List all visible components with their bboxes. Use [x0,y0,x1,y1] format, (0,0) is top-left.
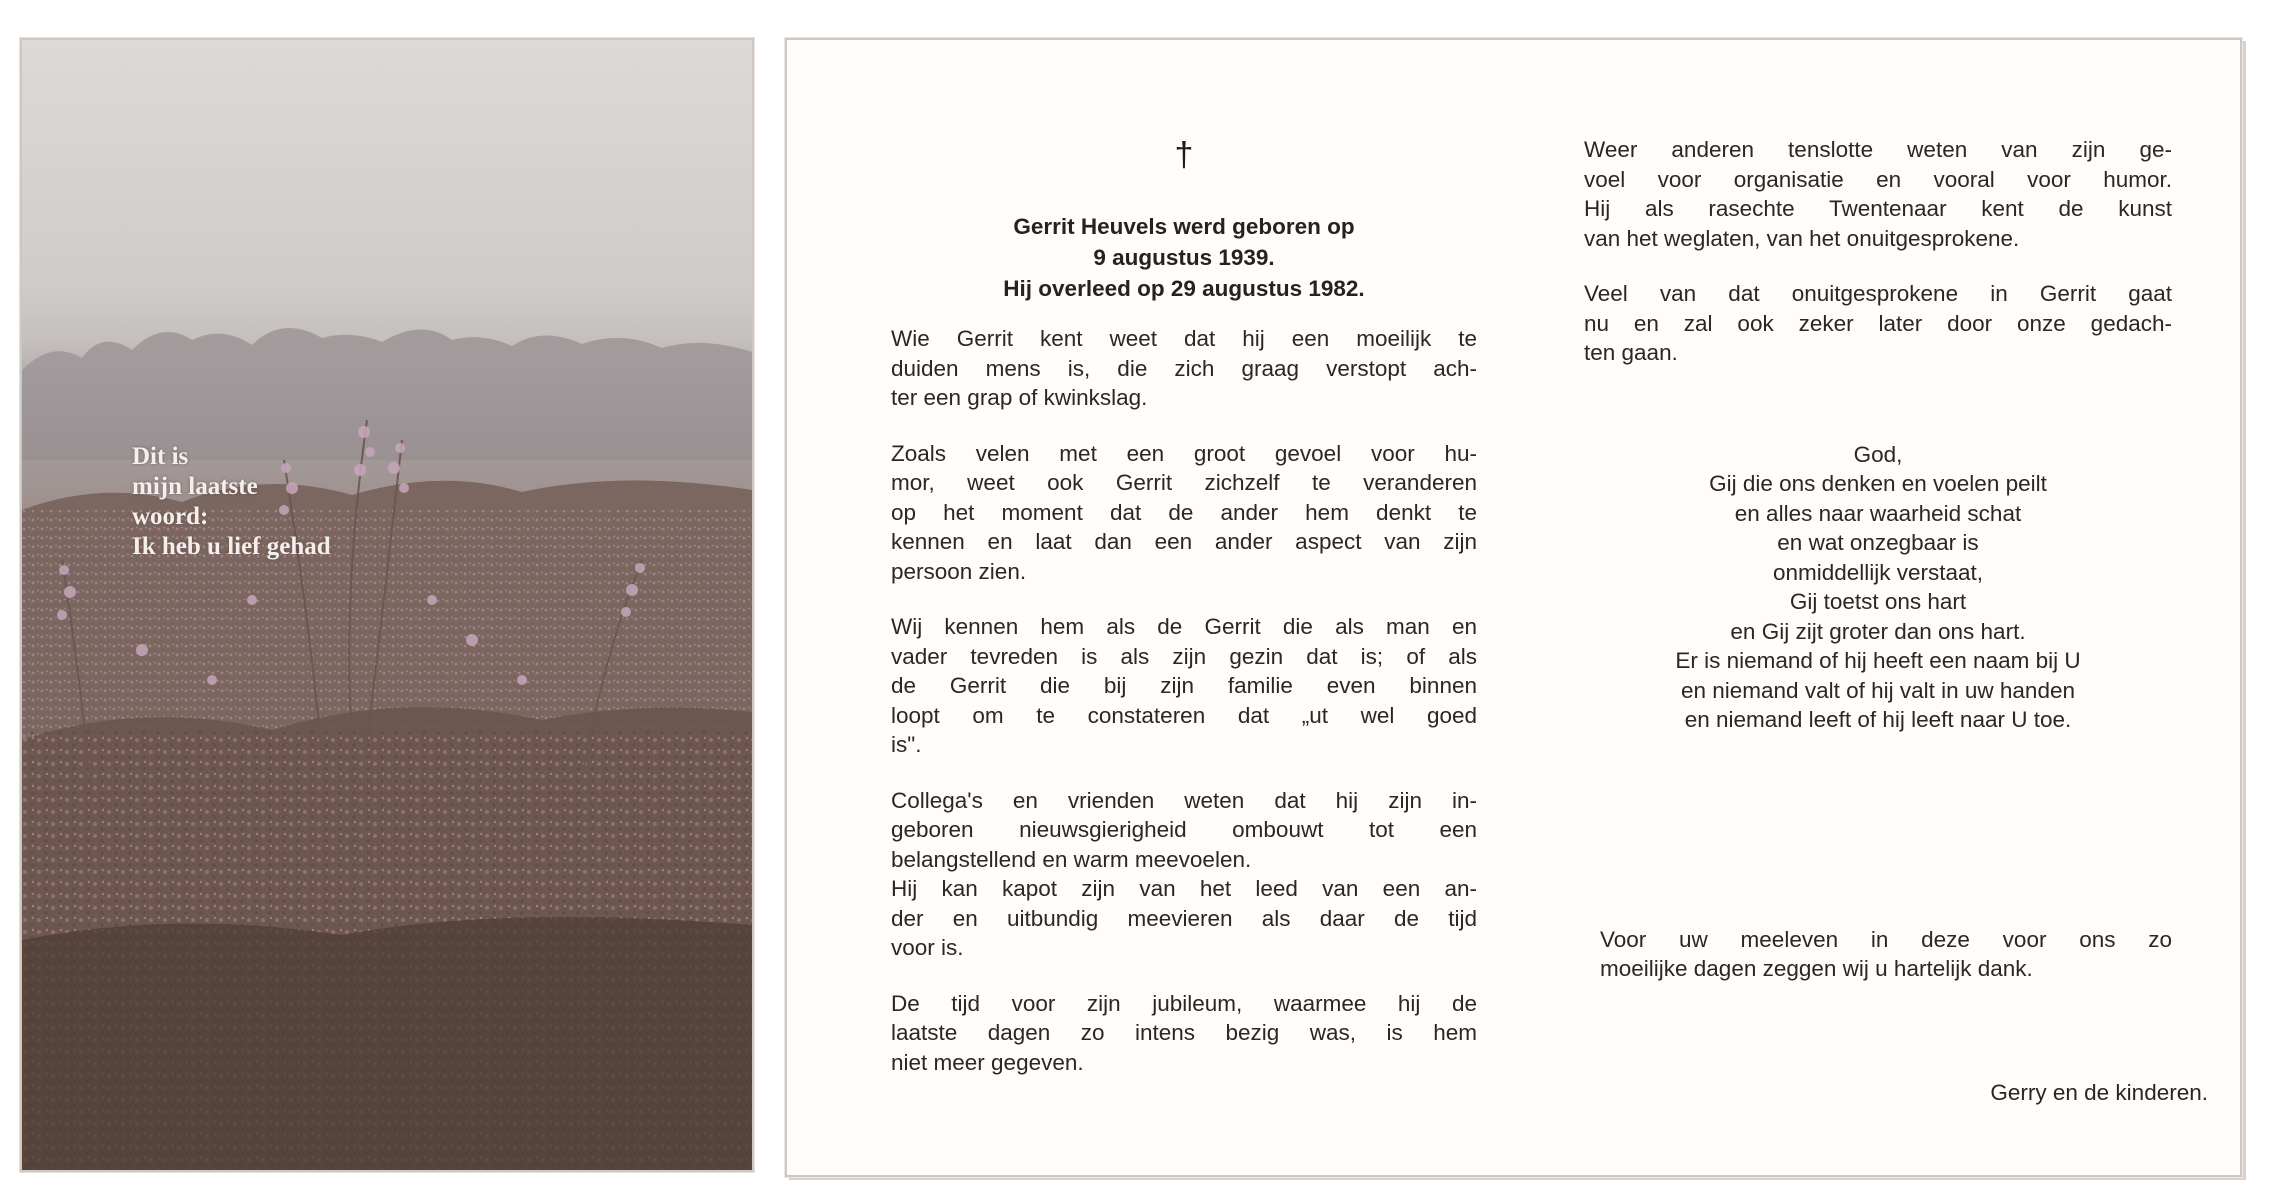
text-line: belangstellend en warm meevoelen. [891,846,1252,872]
text-line: vader tevreden is als zijn gezin dat is; of als [891,643,1477,669]
text-line: voel voor organisatie en vooral voor humor. [1584,166,2172,192]
text-line: duiden mens is, die zich graag verstopt ach- [891,355,1477,381]
text-line: Voor uw meeleven in deze voor ons zo [1600,926,2172,952]
heading-line: Gerrit Heuvels werd geboren op [1013,214,1355,239]
paragraph [1584,279,2172,368]
text-line: ter een grap of kwinkslag. [891,385,1148,410]
signature: Gerry en de kinderen. [1990,1080,2208,1105]
text-line: Zoals velen met een groot gevoel voor hu- [891,440,1477,466]
text-line: mor, weet ook Gerrit zichzelf te veranderen [891,470,1477,495]
heading-line: 9 augustus 1939. [1093,245,1275,270]
quote-line: mijn laatste [132,473,258,500]
birth-death-heading [891,211,1477,304]
paragraph [1584,135,2172,253]
text-line: Weer anderen tenslotte weten van zijn ge- [1584,137,2172,162]
text-line: persoon zien. [891,558,1027,584]
text-line: de Gerrit die bij zijn familie even binnen [891,673,1477,698]
text-line: Collega's en vrienden weten dat hij zijn in- [891,787,1477,813]
text-line: Hij als rasechte Twentenaar kent de kunst [1584,196,2172,221]
text-line: is". [891,732,922,757]
prayer-poem [1584,440,2172,735]
paragraph [891,786,1477,963]
poem-line: en niemand leeft of hij leeft naar U toe. [1684,707,2072,732]
poem-line: en Gij zijt groter dan ons hart. [1730,618,2026,644]
text-line: op het moment dat de ander hem denkt te [891,499,1477,525]
text-line: De tijd voor zijn jubileum, waarmee hij de [891,990,1477,1016]
poem-line: en wat onzegbaar is [1777,530,1979,555]
text-line: van het weglaten, van het onuitgesprokene. [1584,225,2020,251]
poem-line: Gij toetst ons hart [1789,589,1967,614]
heather-landscape-photo [22,40,752,1170]
quote-line: Ik heb u lief gehad [132,533,331,560]
memorial-text-card [785,38,2242,1177]
paragraph [891,612,1477,760]
text-line: voor is. [891,935,964,960]
poem-line: onmiddellijk verstaat, [1772,559,1984,585]
text-line: Wij kennen hem als de Gerrit die als man en [891,614,1477,639]
paragraph [891,439,1477,587]
text-line: Veel van dat onuitgesprokene in Gerrit gaat [1584,281,2172,306]
text-line: moeilijke dagen zeggen wij u hartelijk dank. [1600,956,2033,981]
memorial-quote [132,442,432,562]
right-column [1584,135,2172,984]
quote-line: woord: [132,503,209,530]
text-line: laatste dagen zo intens bezig was, is hem [891,1020,1477,1045]
photo-card [20,38,754,1172]
poem-line: Gij die ons denken en voelen peilt [1709,471,2047,496]
poem-line: en niemand valt of hij valt in uw handen [1680,677,2075,703]
poem-line: God, [1853,441,1903,467]
text-line: ten gaan. [1584,340,1678,365]
text-line: nu en zal ook zeker later door onze gedach- [1584,310,2172,336]
thank-you-note [1600,925,2172,984]
cross-icon: † [1174,136,1194,174]
left-column [891,135,1477,1103]
poem-line: Er is niemand of hij heeft een naam bij U [1675,648,2081,673]
text-line: kennen en laat dan een ander aspect van zijn [891,529,1477,554]
text-line: niet meer gegeven. [891,1049,1084,1075]
text-line: der en uitbundig meevieren als daar de tijd [891,905,1477,931]
text-line: Wie Gerrit kent weet dat hij een moeilijk te [891,326,1477,351]
heading-line: Hij overleed op 29 augustus 1982. [1003,276,1365,301]
paragraph [891,324,1477,413]
text-line: geboren nieuwsgierigheid ombouwt tot een [891,817,1477,842]
text-line: Hij kan kapot zijn van het leed van een an- [891,876,1477,901]
poem-line: en alles naar waarheid schat [1734,500,2022,526]
text-line: loopt om te constateren dat „ut wel goed [891,702,1477,728]
paragraph [891,989,1477,1078]
quote-line: Dit is [132,443,189,470]
